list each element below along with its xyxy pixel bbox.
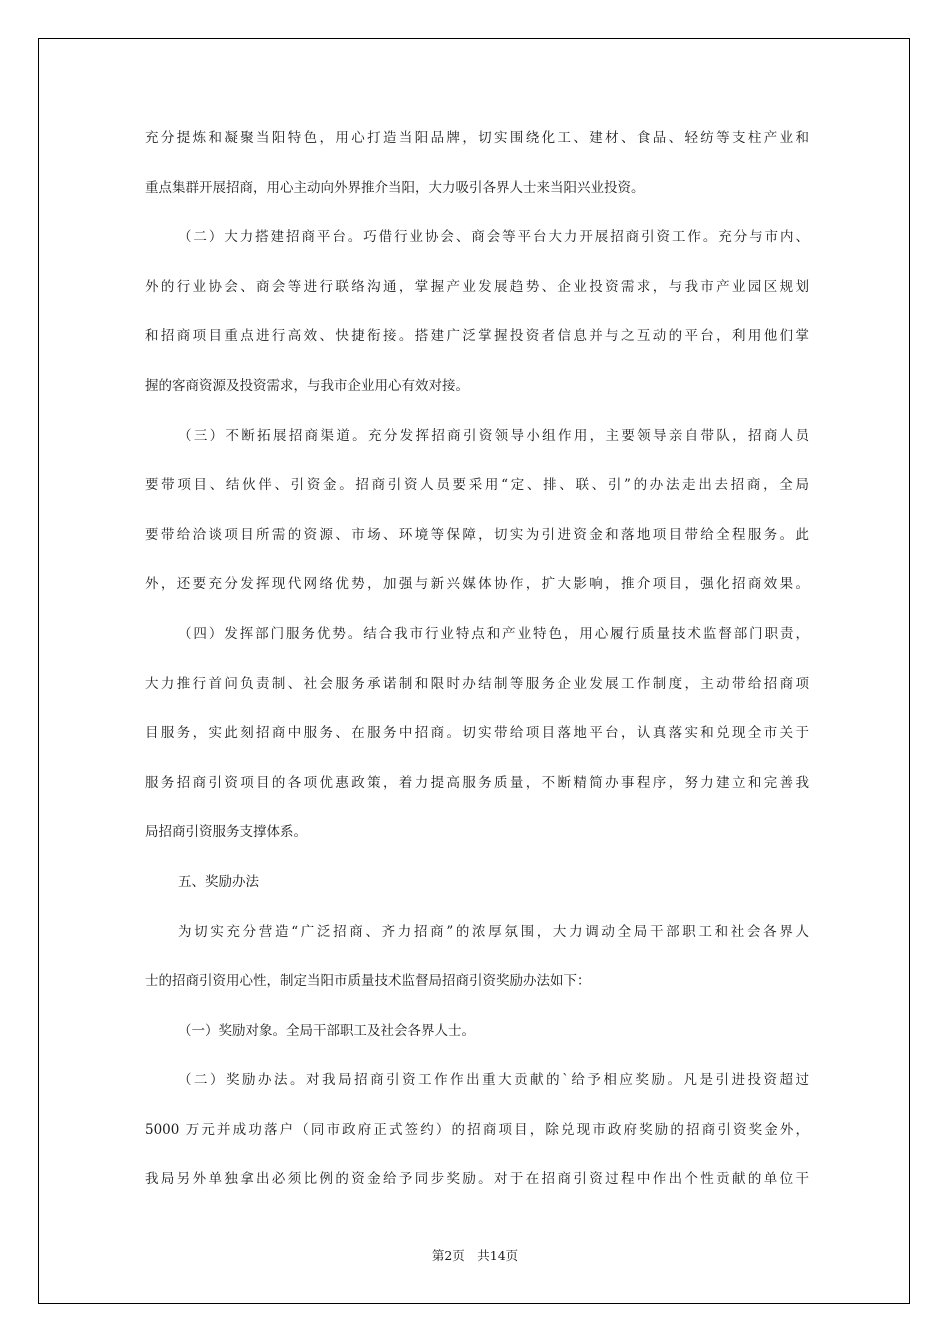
text-line: 服务招商引资项目的各项优惠政策，着力提高服务质量，不断精简办事程序，努力建立和完善我 <box>145 774 809 791</box>
text-line: 目服务，实此刻招商中服务、在服务中招商。切实带给项目落地平台，认真落实和兑现全市关于 <box>145 725 809 742</box>
document-body <box>145 127 809 1218</box>
text-line: （二）大力搭建招商平台。巧借行业协会、商会等平台大力开展招商引资工作。充分与市内、 <box>178 229 809 246</box>
page-footer: 第2页 共14页 <box>431 1248 519 1263</box>
text-line: 要带项目、结伙伴、引资金。招商引资人员要采用“定、排、联、引”的办法走出去招商，全局 <box>145 477 809 494</box>
text-line: 外，还要充分发挥现代网络优势，加强与新兴媒体协作，扩大影响，推介项目，强化招商效果。 <box>145 576 809 593</box>
text-line: 充分提炼和凝聚当阳特色，用心打造当阳品牌，切实围绕化工、建材、食品、轻纺等支柱产业和 <box>145 130 809 146</box>
text-line: （三）不断拓展招商渠道。充分发挥招商引资领导小组作用，主要领导亲自带队，招商人员 <box>178 427 809 444</box>
text-line: 我局另外单独拿出必须比例的资金给予同步奖励。对于在招商引资过程中作出个性贡献的单位干 <box>145 1171 809 1188</box>
text-line: 握的客商资源及投资需求，与我市企业用心有效对接。 <box>145 377 469 394</box>
text-line: 重点集群开展招商，用心主动向外界推介当阳，大力吸引各界人士来当阳兴业投资。 <box>145 179 645 196</box>
text-line: 和招商项目重点进行高效、快捷衔接。搭建广泛掌握投资者信息并与之互动的平台，利用他们掌 <box>145 328 809 345</box>
text-line: 5000 万元并成功落户（同市政府正式签约）的招商项目，除兑现市政府奖励的招商引资奖金外， <box>145 1121 809 1138</box>
text-line: 为切实充分营造“广泛招商、齐力招商”的浓厚氛围，大力调动全局干部职工和社会各界人 <box>178 923 809 940</box>
text-line: （一）奖励对象。全局干部职工及社会各界人士。 <box>178 1022 475 1039</box>
text-line: 外的行业协会、商会等进行联络沟通，掌握产业发展趋势、企业投资需求，与我市产业园区规划 <box>145 278 809 295</box>
text-line: （四）发挥部门服务优势。结合我市行业特点和产业特色，用心履行质量技术监督部门职责， <box>178 625 809 642</box>
text-line: 士的招商引资用心性，制定当阳市质量技术监督局招商引资奖励办法如下： <box>145 973 591 990</box>
text-line: 局招商引资服务支撑体系。 <box>145 824 307 841</box>
text-line: 大力推行首问负责制、社会服务承诺制和限时办结制等服务企业发展工作制度，主动带给招商项 <box>145 675 809 692</box>
text-line: 要带给洽谈项目所需的资源、市场、环境等保障，切实为引进资金和落地项目带给全程服务。此 <box>145 526 809 543</box>
text-line: （二）奖励办法。对我局招商引资工作作出重大贡献的`给予相应奖励。凡是引进投资超过 <box>178 1072 809 1089</box>
text-line: 五、奖励办法 <box>178 873 259 890</box>
